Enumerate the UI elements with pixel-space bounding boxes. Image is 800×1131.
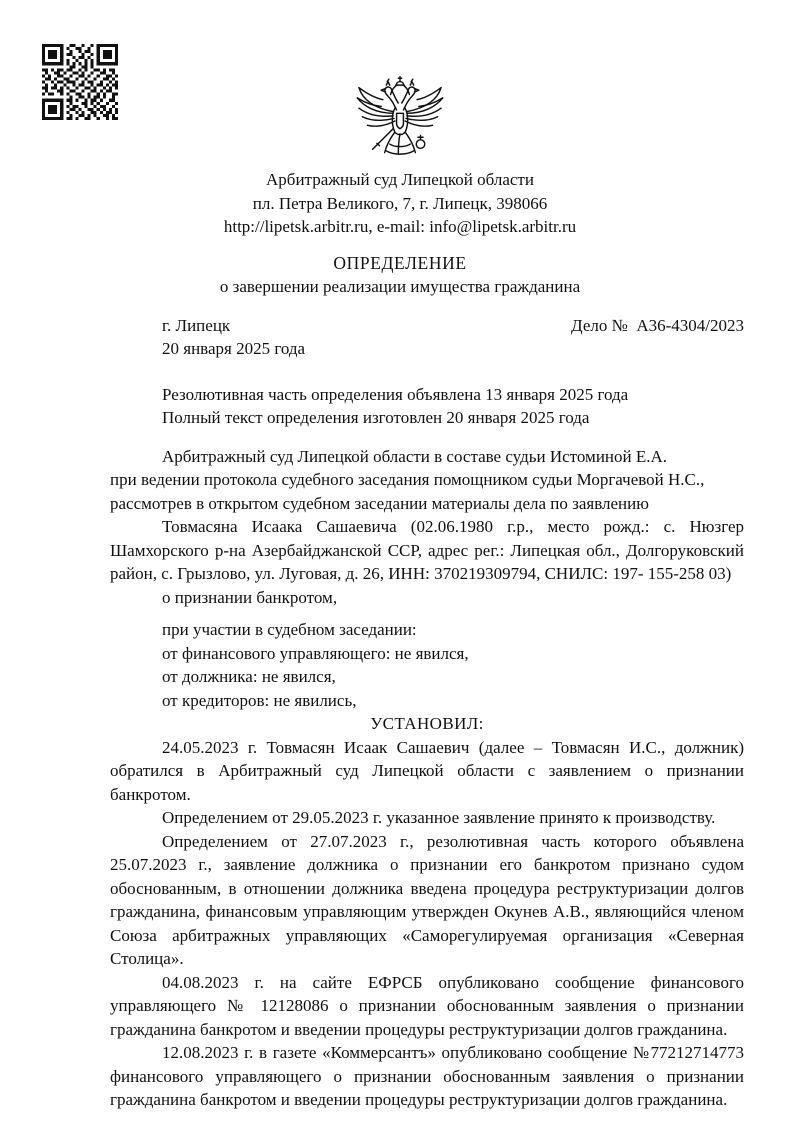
court-name: Арбитражный суд Липецкой области bbox=[266, 170, 534, 189]
case-number: Дело № А36-4304/2023 bbox=[571, 315, 744, 335]
attendance-item: от должника: не явился, bbox=[162, 667, 336, 686]
case-meta-row bbox=[110, 314, 744, 361]
clerk-line: при ведении протокола судебного заседания помощником судьи Моргачевой Н.С., bbox=[110, 470, 705, 489]
city-label: г. Липецк bbox=[162, 315, 231, 335]
document-date: 20 января 2025 года bbox=[162, 339, 306, 358]
body-paragraph: 24.05.2023 г. Товмасян Исаак Сашаевич (далее – Товмасян И.С., должник) обратился в Арбитражный суд Липецкой области с заявлением о признании банкротом. bbox=[110, 737, 744, 804]
body-paragraph: Определением от 29.05.2023 г. указанное заявление принято к производству. bbox=[162, 808, 716, 827]
letterhead bbox=[0, 0, 800, 239]
body-paragraph: Определением от 27.07.2023 г., резолютивная часть которого объявлена 25.07.2023 г., заявление должника о признании его банкротом признано судом обоснованным, в отношении должника введена процедура реструктуризации долгов гражданина, финансовым управляющим утвержден Окунев А.В., являющийся членом Союза арбитражных управляющих «Саморегулируемая организация «Северная Столица». bbox=[110, 831, 744, 968]
hearing-line: рассмотрев в открытом судебном заседании материалы дела по заявлению bbox=[110, 493, 649, 513]
document-body bbox=[0, 314, 800, 1112]
full-text-date-line: Полный текст определения изготовлен 20 января 2025 года bbox=[162, 408, 590, 427]
document-title: ОПРЕДЕЛЕНИЕ bbox=[333, 252, 467, 273]
attendance-item: от кредиторов: не явились, bbox=[162, 690, 357, 710]
bankruptcy-petition-line: о признании банкротом, bbox=[162, 587, 338, 607]
russia-coat-of-arms-icon bbox=[347, 74, 453, 168]
body-paragraph: 12.08.2023 г. в газете «Коммерсантъ» опубликовано сообщение №77212714773 финансового управляющего о признании обоснованным заявления о признании гражданина банкротом и введении процедуры реструктуризации долгов гражданина. bbox=[110, 1043, 744, 1109]
court-contacts: http://lipetsk.arbitr.ru, e-mail: info@lipetsk.arbitr.ru bbox=[223, 217, 577, 236]
place-date-block bbox=[110, 314, 305, 361]
title-block bbox=[0, 252, 800, 299]
attendance-heading: при участии в судебном заседании: bbox=[162, 620, 417, 639]
attendance-item: от финансового управляющего: не явился, bbox=[162, 643, 469, 663]
court-address: пл. Петра Великого, 7, г. Липецк, 398066 bbox=[252, 193, 548, 213]
established-heading: УСТАНОВИЛ: bbox=[370, 714, 484, 733]
resolution-announced-line: Резолютивная часть определения объявлена 13 января 2025 года bbox=[162, 384, 629, 404]
qr-code-icon bbox=[42, 44, 118, 120]
judge-line: Арбитражный суд Липецкой области в составе судьи Истоминой Е.А. bbox=[162, 446, 668, 466]
document-subtitle: о завершении реализации имущества гражданина bbox=[219, 277, 581, 296]
debtor-details: Товмасяна Исаака Сашаевича (02.06.1980 г.р., место рожд.: с. Нюзгер Шамхорского р-на Азербайджанской ССР, адрес рег.: Липецкая обл., Долгоруковский район, с. Грызлово, ул. Луговая, д. 26, ИНН: 370219309794, СНИЛС: 197- 155-258 03) bbox=[110, 517, 744, 583]
body-paragraph: 04.08.2023 г. на сайте ЕФРСБ опубликовано сообщение финансового управляющего № 12128086 о признании обоснованным заявления о признании гражданина банкротом и введении процедуры реструктуризации долгов гражданина. bbox=[110, 972, 744, 1039]
